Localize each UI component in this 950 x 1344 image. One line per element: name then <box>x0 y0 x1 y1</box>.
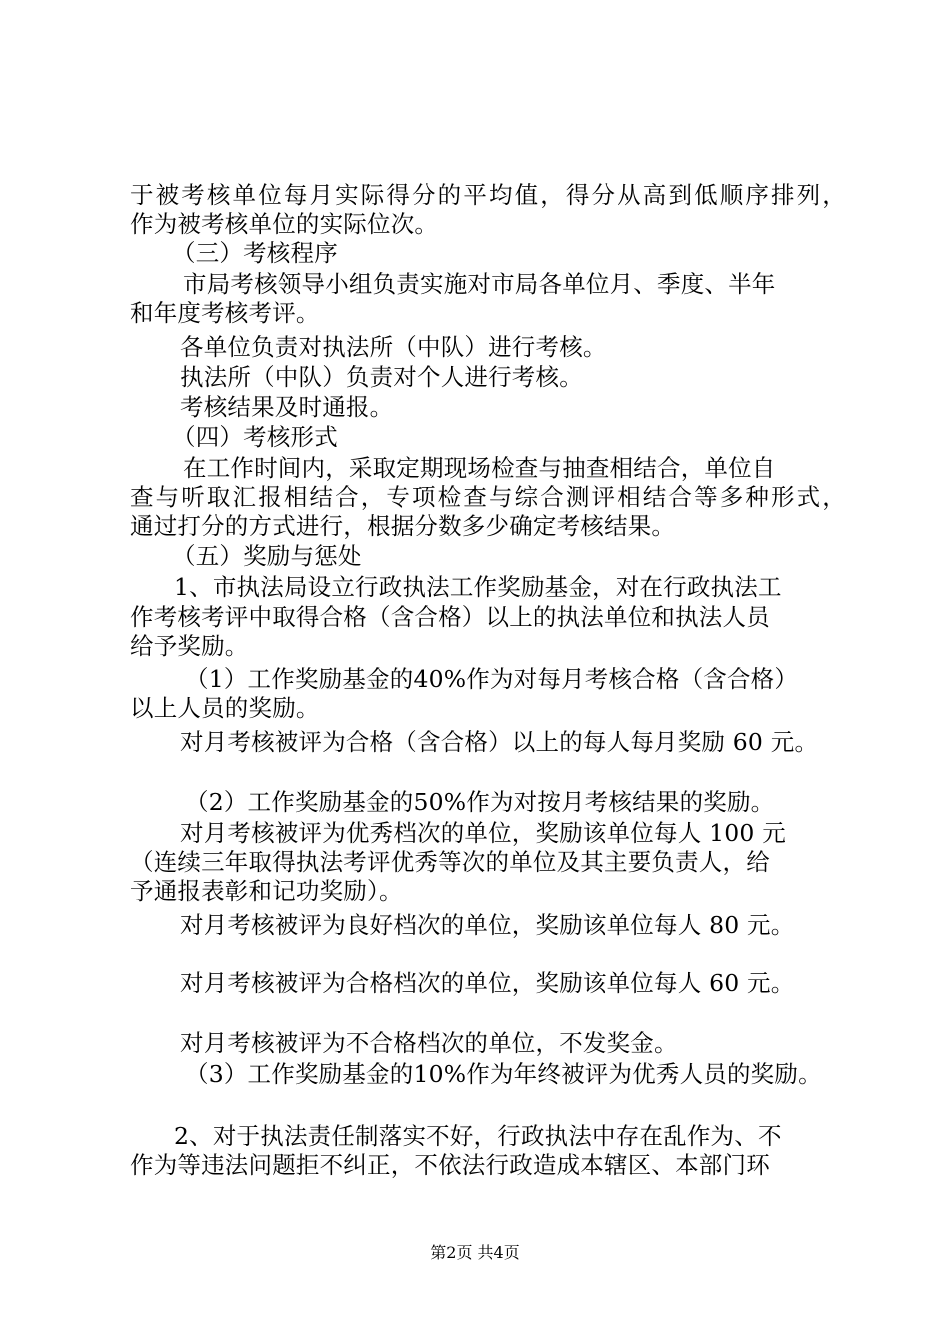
paragraph-line: （连续三年取得执法考评优秀等次的单位及其主要负责人，给 <box>130 848 770 876</box>
paragraph-line: （2）工作奖励基金的50%作为对按月考核结果的奖励。 <box>185 788 775 816</box>
paragraph-line: 作为被考核单位的实际位次。 <box>130 210 439 238</box>
paragraph-line: 对月考核被评为不合格档次的单位，不发奖金。 <box>180 1029 678 1057</box>
page-footer: 第2页 共4页 <box>430 1243 520 1262</box>
paragraph-line: 市局考核领导小组负责实施对市局各单位月、季度、半年 <box>183 270 776 298</box>
paragraph-line: 考核结果及时通报。 <box>180 393 394 421</box>
section-heading: （四）考核形式 <box>172 423 338 451</box>
section-heading: （五）奖励与惩处 <box>172 542 362 570</box>
paragraph-line: 和年度考核考评。 <box>130 299 320 327</box>
paragraph-line: 对月考核被评为合格档次的单位，奖励该单位每人 60 元。 <box>180 969 795 997</box>
paragraph-line: 1、市执法局设立行政执法工作奖励基金，对在行政执法工 <box>174 573 782 601</box>
paragraph-line: 通过打分的方式进行，根据分数多少确定考核结果。 <box>130 512 676 540</box>
paragraph-line: （1）工作奖励基金的40%作为对每月考核合格（含合格） <box>185 665 799 693</box>
section-heading: （三）考核程序 <box>172 239 338 267</box>
paragraph-line: 予通报表彰和记功奖励）。 <box>130 877 403 905</box>
paragraph-line: 以上人员的奖励。 <box>130 694 320 722</box>
paragraph-line: 于被考核单位每月实际得分的平均值，得分从高到低顺序排列， <box>130 181 846 209</box>
paragraph-line: 2、对于执法责任制落实不好，行政执法中存在乱作为、不 <box>174 1122 782 1150</box>
paragraph-line: （3）工作奖励基金的10%作为年终被评为优秀人员的奖励。 <box>185 1060 822 1088</box>
paragraph-line: 对月考核被评为优秀档次的单位，奖励该单位每人 100 元 <box>180 819 786 847</box>
paragraph-line: 各单位负责对执法所（中队）进行考核。 <box>180 333 607 361</box>
paragraph-line: 在工作时间内，采取定期现场检查与抽查相结合，单位自 <box>183 454 776 482</box>
paragraph-line: 对月考核被评为合格（含合格）以上的每人每月奖励 60 元。 <box>180 728 819 756</box>
paragraph-line: 作考核考评中取得合格（含合格）以上的执法单位和执法人员 <box>130 603 770 631</box>
paragraph-line: 给予奖励。 <box>130 632 249 660</box>
paragraph-line: 对月考核被评为良好档次的单位，奖励该单位每人 80 元。 <box>180 911 795 939</box>
paragraph-line: 查与听取汇报相结合，专项检查与综合测评相结合等多种形式， <box>130 483 846 511</box>
paragraph-line: 执法所（中队）负责对个人进行考核。 <box>180 363 583 391</box>
paragraph-line: 作为等违法问题拒不纠正，不依法行政造成本辖区、本部门环 <box>130 1151 770 1179</box>
